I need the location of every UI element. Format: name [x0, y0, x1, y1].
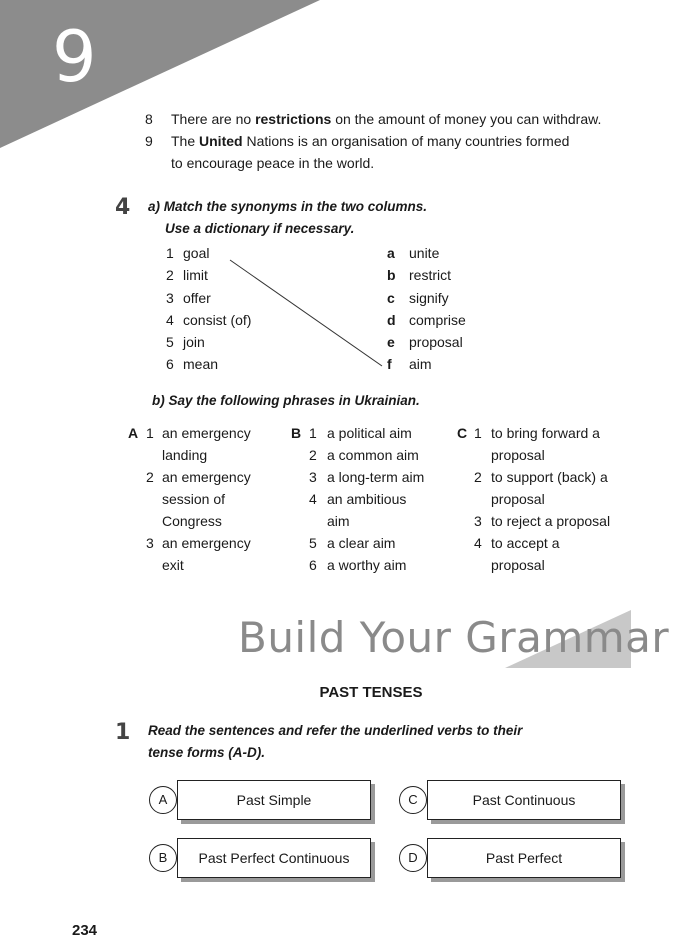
- match-left-item: 4 consist (of): [166, 312, 252, 328]
- match-left-item: 1 goal: [166, 245, 210, 261]
- list-item: 2 an emergency session of Congress: [146, 469, 251, 529]
- list-item: 5 a clear aim: [309, 535, 396, 551]
- list-item: 1 to bring forward a proposal: [474, 425, 600, 463]
- match-left-item: 3 offer: [166, 290, 211, 306]
- list-item: 2 a common aim: [309, 447, 419, 463]
- exercise-1-number: 1: [115, 720, 131, 745]
- tense-letter-d: D: [399, 844, 427, 872]
- match-left-item: 5 join: [166, 334, 205, 350]
- list-item: 1 an emergency landing: [146, 425, 251, 463]
- exercise-4b-instruction: b) Say the following phrases in Ukrainian.: [152, 393, 420, 408]
- list-item: 2 to support (back) a proposal: [474, 469, 608, 507]
- phrases-column-a: A 1 an emergency landing 2 an emergency session of Congress 3 an emergency exit: [128, 422, 278, 576]
- match-right-item: c signify: [387, 290, 449, 306]
- tense-letter-a: A: [149, 786, 177, 814]
- phrases-column-c: C 1 to bring forward a proposal 2 to support (back) a proposal 3 to reject a proposal 4 to accept a proposal: [457, 422, 647, 576]
- list-item: 3 to reject a proposal: [474, 513, 611, 529]
- list-item: 8 There are no restrictions on the amount of money you can withdraw.: [145, 111, 602, 127]
- list-item: 1 a political aim: [309, 425, 412, 441]
- tense-letter-c: C: [399, 786, 427, 814]
- list-item: 3 an emergency exit: [146, 535, 251, 573]
- section-subtitle: PAST TENSES: [319, 684, 423, 701]
- list-item: 3 a long-term aim: [309, 469, 425, 485]
- phrases-column-b: B 1 a political aim 2 a common aim 3 a long-term aim 4 an ambitious aim 5 a clear aim 6 a worthy aim: [291, 422, 451, 576]
- list-item: 6 a worthy aim: [309, 557, 407, 573]
- list-item-continuation: to encourage peace in the world.: [171, 155, 375, 171]
- section-title: Build Your Grammar: [238, 613, 670, 662]
- match-left-item: 2 limit: [166, 267, 208, 283]
- list-item: 4 an ambitious aim: [309, 491, 407, 529]
- match-right-item: a unite: [387, 245, 440, 261]
- match-right-item: d comprise: [387, 312, 466, 328]
- tense-letter-b: B: [149, 844, 177, 872]
- match-right-item: e proposal: [387, 334, 463, 350]
- page-number: 234: [72, 922, 98, 939]
- exercise-4-number: 4: [115, 195, 131, 220]
- exercise-4a-instruction: a) Match the synonyms in the two columns. Use a dictionary if necessary.: [148, 199, 428, 236]
- list-item: 4 to accept a proposal: [474, 535, 560, 573]
- chapter-number: 9: [52, 16, 97, 98]
- list-item: 9 The United Nations is an organisation of many countries formed: [145, 133, 570, 149]
- match-left-item: 6 mean: [166, 356, 219, 372]
- tense-box-b: Past Perfect Continuous: [177, 838, 371, 878]
- match-right-item: b restrict: [387, 267, 451, 283]
- tense-box-d: Past Perfect: [427, 838, 621, 878]
- tense-box-c: Past Continuous: [427, 780, 621, 820]
- exercise-1-instruction: Read the sentences and refer the underlined verbs to their tense forms (A-D).: [148, 723, 523, 760]
- match-right-item: f aim: [387, 356, 432, 372]
- tense-box-a: Past Simple: [177, 780, 371, 820]
